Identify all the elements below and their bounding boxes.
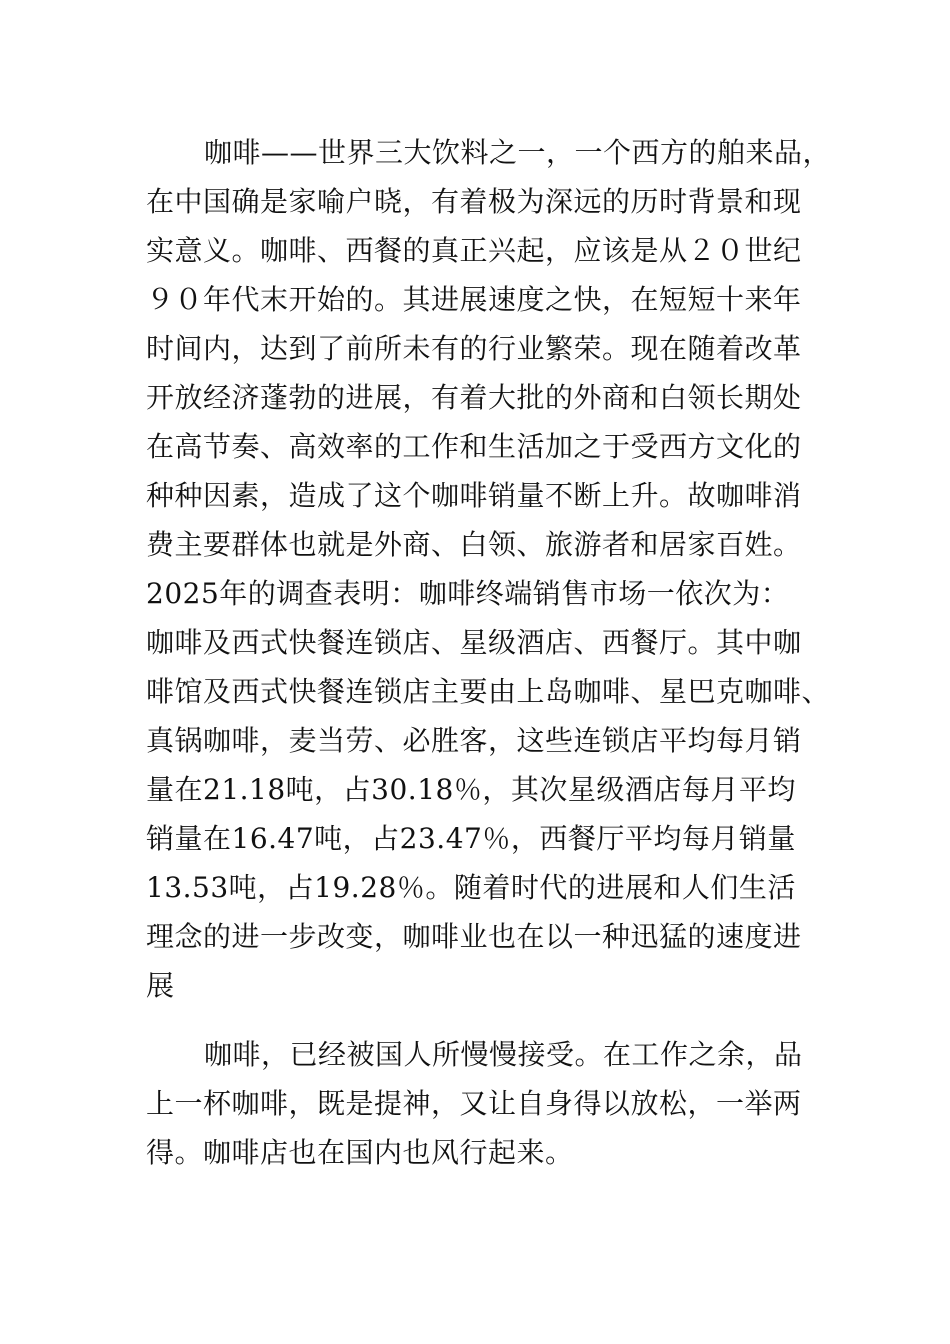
paragraph-line: 上一杯咖啡，既是提神，又让自身得以放松，一举两 — [146, 1087, 802, 1120]
paragraph-line: 啡馆及西式快餐连锁店主要由上岛咖啡、星巴克咖啡、 — [146, 675, 831, 708]
paragraph-2 — [146, 1030, 826, 1177]
paragraph-line: 在中国确是家喻户晓，有着极为深远的历时背景和现 — [146, 185, 802, 218]
paragraph-line: 咖啡——世界三大饮料之一，一个西方的舶来品， — [204, 136, 832, 169]
paragraph-line: 得。咖啡店也在国内也风行起来。 — [146, 1136, 574, 1169]
document-body — [146, 128, 832, 1177]
paragraph-spacer — [146, 1010, 826, 1030]
paragraph-line: 实意义。咖啡、西餐的真正兴起，应该是从２０世纪 — [146, 234, 802, 267]
paragraph-line: 量在21.18吨，占30.18％，其次星级酒店每月平均 — [146, 773, 796, 806]
paragraph-1 — [146, 128, 832, 1010]
paragraph-line: 在高节奏、高效率的工作和生活加之于受西方文化的 — [146, 430, 802, 463]
paragraph-line: 13.53吨，占19.28％。随着时代的进展和人们生活 — [146, 871, 796, 904]
paragraph-line: 2025年的调查表明：咖啡终端销售市场一依次为： — [146, 577, 790, 610]
paragraph-line: 种种因素，造成了这个咖啡销量不断上升。故咖啡消 — [146, 479, 802, 512]
paragraph-line: 销量在16.47吨，占23.47％，西餐厅平均每月销量 — [146, 822, 796, 855]
paragraph-line: 真锅咖啡，麦当劳、必胜客，这些连锁店平均每月销 — [146, 724, 802, 757]
paragraph-line: 费主要群体也就是外商、白领、旅游者和居家百姓。 — [146, 528, 802, 561]
paragraph-line: 咖啡及西式快餐连锁店、星级酒店、西餐厅。其中咖 — [146, 626, 802, 659]
paragraph-line: ９０年代末开始的。其进展速度之快，在短短十来年 — [146, 283, 802, 316]
paragraph-line: 时间内，达到了前所未有的行业繁荣。现在随着改革 — [146, 332, 802, 365]
paragraph-line: 开放经济蓬勃的进展，有着大批的外商和白领长期处 — [146, 381, 802, 414]
paragraph-line: 咖啡，已经被国人所慢慢接受。在工作之余，品 — [204, 1038, 803, 1071]
paragraph-line: 展 — [146, 969, 175, 1002]
paragraph-line: 理念的进一步改变，咖啡业也在以一种迅猛的速度进 — [146, 920, 802, 953]
